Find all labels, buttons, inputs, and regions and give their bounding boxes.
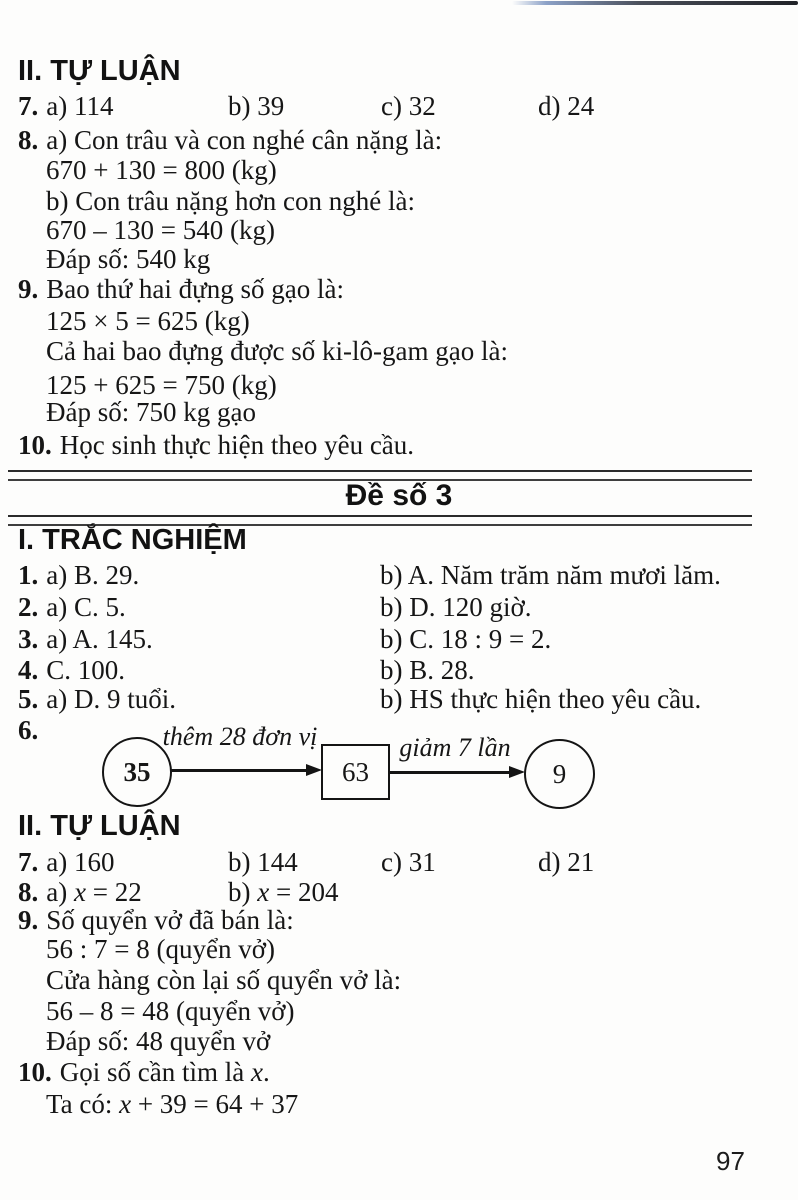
flow-arrow-1-head-icon bbox=[306, 764, 322, 776]
answer-text: a) bbox=[46, 877, 74, 907]
question-number: 7. bbox=[18, 847, 39, 877]
variable-x: x bbox=[119, 1089, 132, 1119]
answer-text: a) C. 5. bbox=[46, 592, 126, 622]
equation-line: 56 – 8 = 48 (quyển vở) bbox=[46, 996, 295, 1026]
q9-line2: Cả hai bao đựng được số ki-lô-gam gạo là: bbox=[46, 336, 508, 366]
q7-answer-a bbox=[18, 846, 114, 878]
flow-end-circle bbox=[524, 739, 595, 809]
q6-number bbox=[18, 714, 46, 746]
variable-x: x bbox=[257, 877, 270, 907]
question-number: 9. bbox=[18, 274, 39, 304]
tn-row-right: b) A. Năm trăm năm mươi lăm. bbox=[380, 560, 721, 590]
equation-line: 56 : 7 = 8 (quyển vở) bbox=[46, 934, 275, 964]
q10-line2 bbox=[46, 1088, 298, 1120]
answer-text: Học sinh thực hiện theo yêu cầu. bbox=[59, 430, 415, 460]
question-number: 5. bbox=[18, 684, 39, 714]
answer-text: a) Con trâu và con nghé cân nặng là: bbox=[46, 125, 443, 155]
answer-line: Đáp số: 540 kg bbox=[46, 244, 211, 274]
question-number: 1. bbox=[18, 560, 39, 590]
question-number: 10. bbox=[18, 1057, 52, 1087]
equation-line: 125 × 5 = 625 (kg) bbox=[46, 306, 250, 336]
question-number: 8. bbox=[18, 125, 39, 155]
q9-line2: Cửa hàng còn lại số quyển vở là: bbox=[46, 965, 402, 995]
answer-text: Gọi số cần tìm là bbox=[59, 1057, 251, 1087]
answer-text: = 204 bbox=[269, 877, 339, 907]
answer-text: a) A. 145. bbox=[46, 624, 153, 654]
flow-arrow-2-head-icon bbox=[509, 766, 525, 778]
tn-row-right: b) D. 120 giờ. bbox=[380, 592, 532, 622]
tn-row-right: b) B. 28. bbox=[380, 655, 475, 685]
answer-text: a) 160 bbox=[46, 847, 115, 877]
q7-answer-d: d) 24 bbox=[538, 91, 595, 121]
tn-row-left bbox=[18, 683, 176, 715]
answer-text: b) bbox=[228, 877, 258, 907]
question-number: 7. bbox=[18, 91, 39, 121]
question-number: 4. bbox=[18, 655, 39, 685]
answer-text: . bbox=[262, 1057, 270, 1087]
question-number: 2. bbox=[18, 592, 39, 622]
answer-text: = 22 bbox=[85, 877, 142, 907]
answer-text: a) B. 29. bbox=[46, 560, 140, 590]
flow-arrow-1-label: thêm 28 đơn vị bbox=[162, 722, 318, 751]
exam-title: Đề số 3 bbox=[345, 479, 453, 512]
tn-row-left bbox=[18, 591, 126, 623]
q7-answer-d: d) 21 bbox=[538, 847, 595, 877]
equation-line: 670 + 130 = 800 (kg) bbox=[46, 155, 277, 185]
answer-text: a) 114 bbox=[46, 91, 114, 121]
answer-text: + 39 = 64 + 37 bbox=[131, 1089, 299, 1119]
flow-arrow-2-label: giảm 7 lần bbox=[399, 733, 511, 762]
answer-text: a) D. 9 tuổi. bbox=[46, 684, 176, 714]
flow-start-value: 35 bbox=[123, 756, 151, 787]
answer-line: Đáp số: 48 quyển vở bbox=[46, 1026, 271, 1056]
flow-middle-box bbox=[321, 744, 390, 800]
answer-line: Đáp số: 750 kg gạo bbox=[46, 397, 256, 427]
tn-row-right: b) HS thực hiện theo yêu cầu. bbox=[380, 684, 702, 714]
q7-answer-c: c) 32 bbox=[381, 91, 436, 121]
q7-answer-c: c) 31 bbox=[381, 847, 436, 877]
variable-x: x bbox=[73, 877, 86, 907]
q7-answer-b: b) 39 bbox=[228, 91, 285, 121]
section-heading-trac-nghiem: I. TRẮC NGHIỆM bbox=[18, 524, 247, 556]
q7-answer-a bbox=[18, 90, 113, 122]
question-number: 8. bbox=[18, 877, 39, 907]
tn-row-left bbox=[18, 654, 125, 686]
variable-x: x bbox=[250, 1057, 263, 1087]
q10-line1 bbox=[18, 1056, 270, 1088]
q7-answer-b: b) 144 bbox=[228, 847, 298, 877]
tn-row-right: b) C. 18 : 9 = 2. bbox=[380, 624, 552, 654]
question-number: 3. bbox=[18, 624, 39, 654]
question-number: 6. bbox=[18, 715, 39, 745]
tn-row-left bbox=[18, 559, 139, 591]
q10-line bbox=[18, 429, 414, 461]
flow-middle-value: 63 bbox=[342, 756, 369, 787]
scan-artifact-line bbox=[512, 1, 798, 5]
q8-part-b: b) Con trâu nặng hơn con nghé là: bbox=[46, 186, 415, 216]
page-number: 97 bbox=[716, 1146, 745, 1176]
equation-line: 125 + 625 = 750 (kg) bbox=[46, 370, 277, 400]
question-number: 9. bbox=[18, 905, 39, 935]
q9-line1 bbox=[18, 904, 294, 936]
answer-text: C. 100. bbox=[46, 655, 126, 685]
q9-line1 bbox=[18, 273, 344, 305]
question-number: 10. bbox=[18, 430, 52, 460]
answer-text: Bao thứ hai đựng số gạo là: bbox=[46, 274, 344, 304]
flow-end-value: 9 bbox=[552, 758, 567, 789]
flow-arrow-1 bbox=[170, 769, 308, 772]
section-heading-tu-luan-de3: II. TỰ LUẬN bbox=[18, 810, 181, 842]
answer-text: Ta có: bbox=[46, 1089, 120, 1119]
answer-text: Số quyển vở đã bán là: bbox=[46, 905, 294, 935]
tn-row-left bbox=[18, 623, 153, 655]
equation-line: 670 – 130 = 540 (kg) bbox=[46, 215, 275, 245]
q8-part-a bbox=[18, 124, 442, 156]
flow-arrow-2 bbox=[388, 771, 509, 774]
section-heading-tu-luan-de2: II. TỰ LUẬN bbox=[18, 55, 181, 87]
